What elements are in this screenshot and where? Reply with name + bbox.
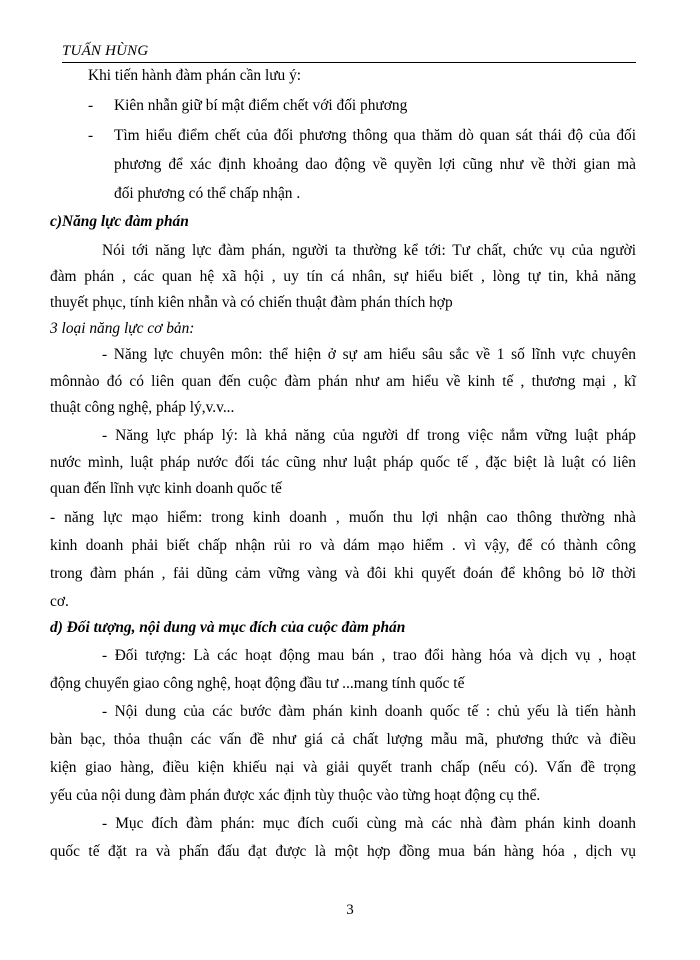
intro-text: Khi tiến hành đàm phán cần lưu ý:	[88, 67, 302, 84]
bullet-text: Tìm hiểu điểm chết của đối phương thông qua thăm dò quan sát thái độ của đối	[114, 127, 636, 144]
paragraph-line: thuật công nghệ, pháp lý,v.v...	[50, 399, 235, 416]
bullet-dash: -	[88, 127, 94, 144]
paragraph-line: quan đến lĩnh vực kinh doanh quốc tế	[50, 480, 282, 497]
paragraph-line: đàm phán , các quan hệ xã hội , uy tín cá nhân, sự hiểu biết , lòng tự tin, khả năng	[50, 268, 636, 285]
paragraph-line: trong đàm phán , fải dũng cảm vững vàng và đôi khi quyết đoán để không bỏ lỡ thời	[50, 565, 636, 582]
paragraph-line: - năng lực mạo hiểm: trong kinh doanh , muốn thu lợi nhận cao thông thường nhà	[50, 509, 636, 526]
paragraph-line: động chuyển giao công nghệ, hoạt động đầu tư ...mang tính quốc tế	[50, 675, 465, 692]
paragraph-line: kinh doanh phải biết chấp nhận rủi ro và dám mạo hiểm . vì vậy, để có thành công	[50, 537, 636, 554]
paragraph-line: yếu của nội dung đàm phán được xác định tùy thuộc vào từng hoạt động cụ thể.	[50, 787, 541, 804]
paragraph-line: cơ.	[50, 593, 69, 610]
paragraph-line: Nói tới năng lực đàm phán, người ta thường kể tới: Tư chất, chức vụ của người	[102, 242, 636, 259]
bullet-text: phương để xác định khoảng dao động về quyền lợi cũng như về thời gian mà	[114, 156, 636, 173]
paragraph-line: bàn bạc, thỏa thuận các vấn đề như giá cả chất lượng mẫu mã, phương thức và điều	[50, 731, 636, 748]
paragraph-line: - Mục đích đàm phán: mục đích cuối cùng mà các nhà đàm phán kinh doanh	[102, 815, 636, 832]
header-title: TUẤN HÙNG	[62, 43, 149, 59]
page-header	[62, 40, 636, 63]
paragraph-line: - Nội dung của các bước đàm phán kinh doanh quốc tế : chủ yếu là tiến hành	[102, 703, 636, 720]
paragraph-line: mônnào đó có liên quan đến cuộc đàm phán như am hiểu về kinh tế , thương mại , kĩ	[50, 373, 636, 390]
section-heading: c)Năng lực đàm phán	[50, 213, 189, 230]
paragraph-line: quốc tế đặt ra và phấn đấu đạt được là một hợp đồng mua bán hàng hóa , dịch vụ	[50, 843, 636, 860]
paragraph-line: kiện giao hàng, điều kiện khiếu nại và giải quyết tranh chấp (nếu có). Vấn đề trọng	[50, 759, 636, 776]
paragraph-line: thuyết phục, tính kiên nhẫn và có chiến thuật đàm phán thích hợp	[50, 294, 453, 311]
paragraph-line: - Đối tượng: Là các hoạt động mau bán , trao đổi hàng hóa và dịch vụ , hoạt	[102, 647, 636, 664]
paragraph-line: nước mình, luật pháp nước đối tác cũng như luật pháp quốc tế , đặc biệt là luật có liên	[50, 454, 636, 471]
paragraph-line: - Năng lực pháp lý: là khả năng của người df trong việc nắm vững luật pháp	[102, 427, 636, 444]
bullet-text: đối phương có thể chấp nhận .	[114, 185, 301, 202]
paragraph-line: - Năng lực chuyên môn: thể hiện ở sự am hiểu sâu sắc về 1 số lĩnh vực chuyên	[102, 346, 636, 363]
bullet-text: Kiên nhẫn giữ bí mật điểm chết với đối phương	[114, 97, 408, 114]
subheading: 3 loại năng lực cơ bản:	[50, 320, 195, 337]
bullet-dash: -	[88, 97, 94, 114]
page-number: 3	[346, 902, 354, 918]
section-heading: d) Đối tượng, nội dung và mục đích của cuộc đàm phán	[50, 619, 406, 636]
